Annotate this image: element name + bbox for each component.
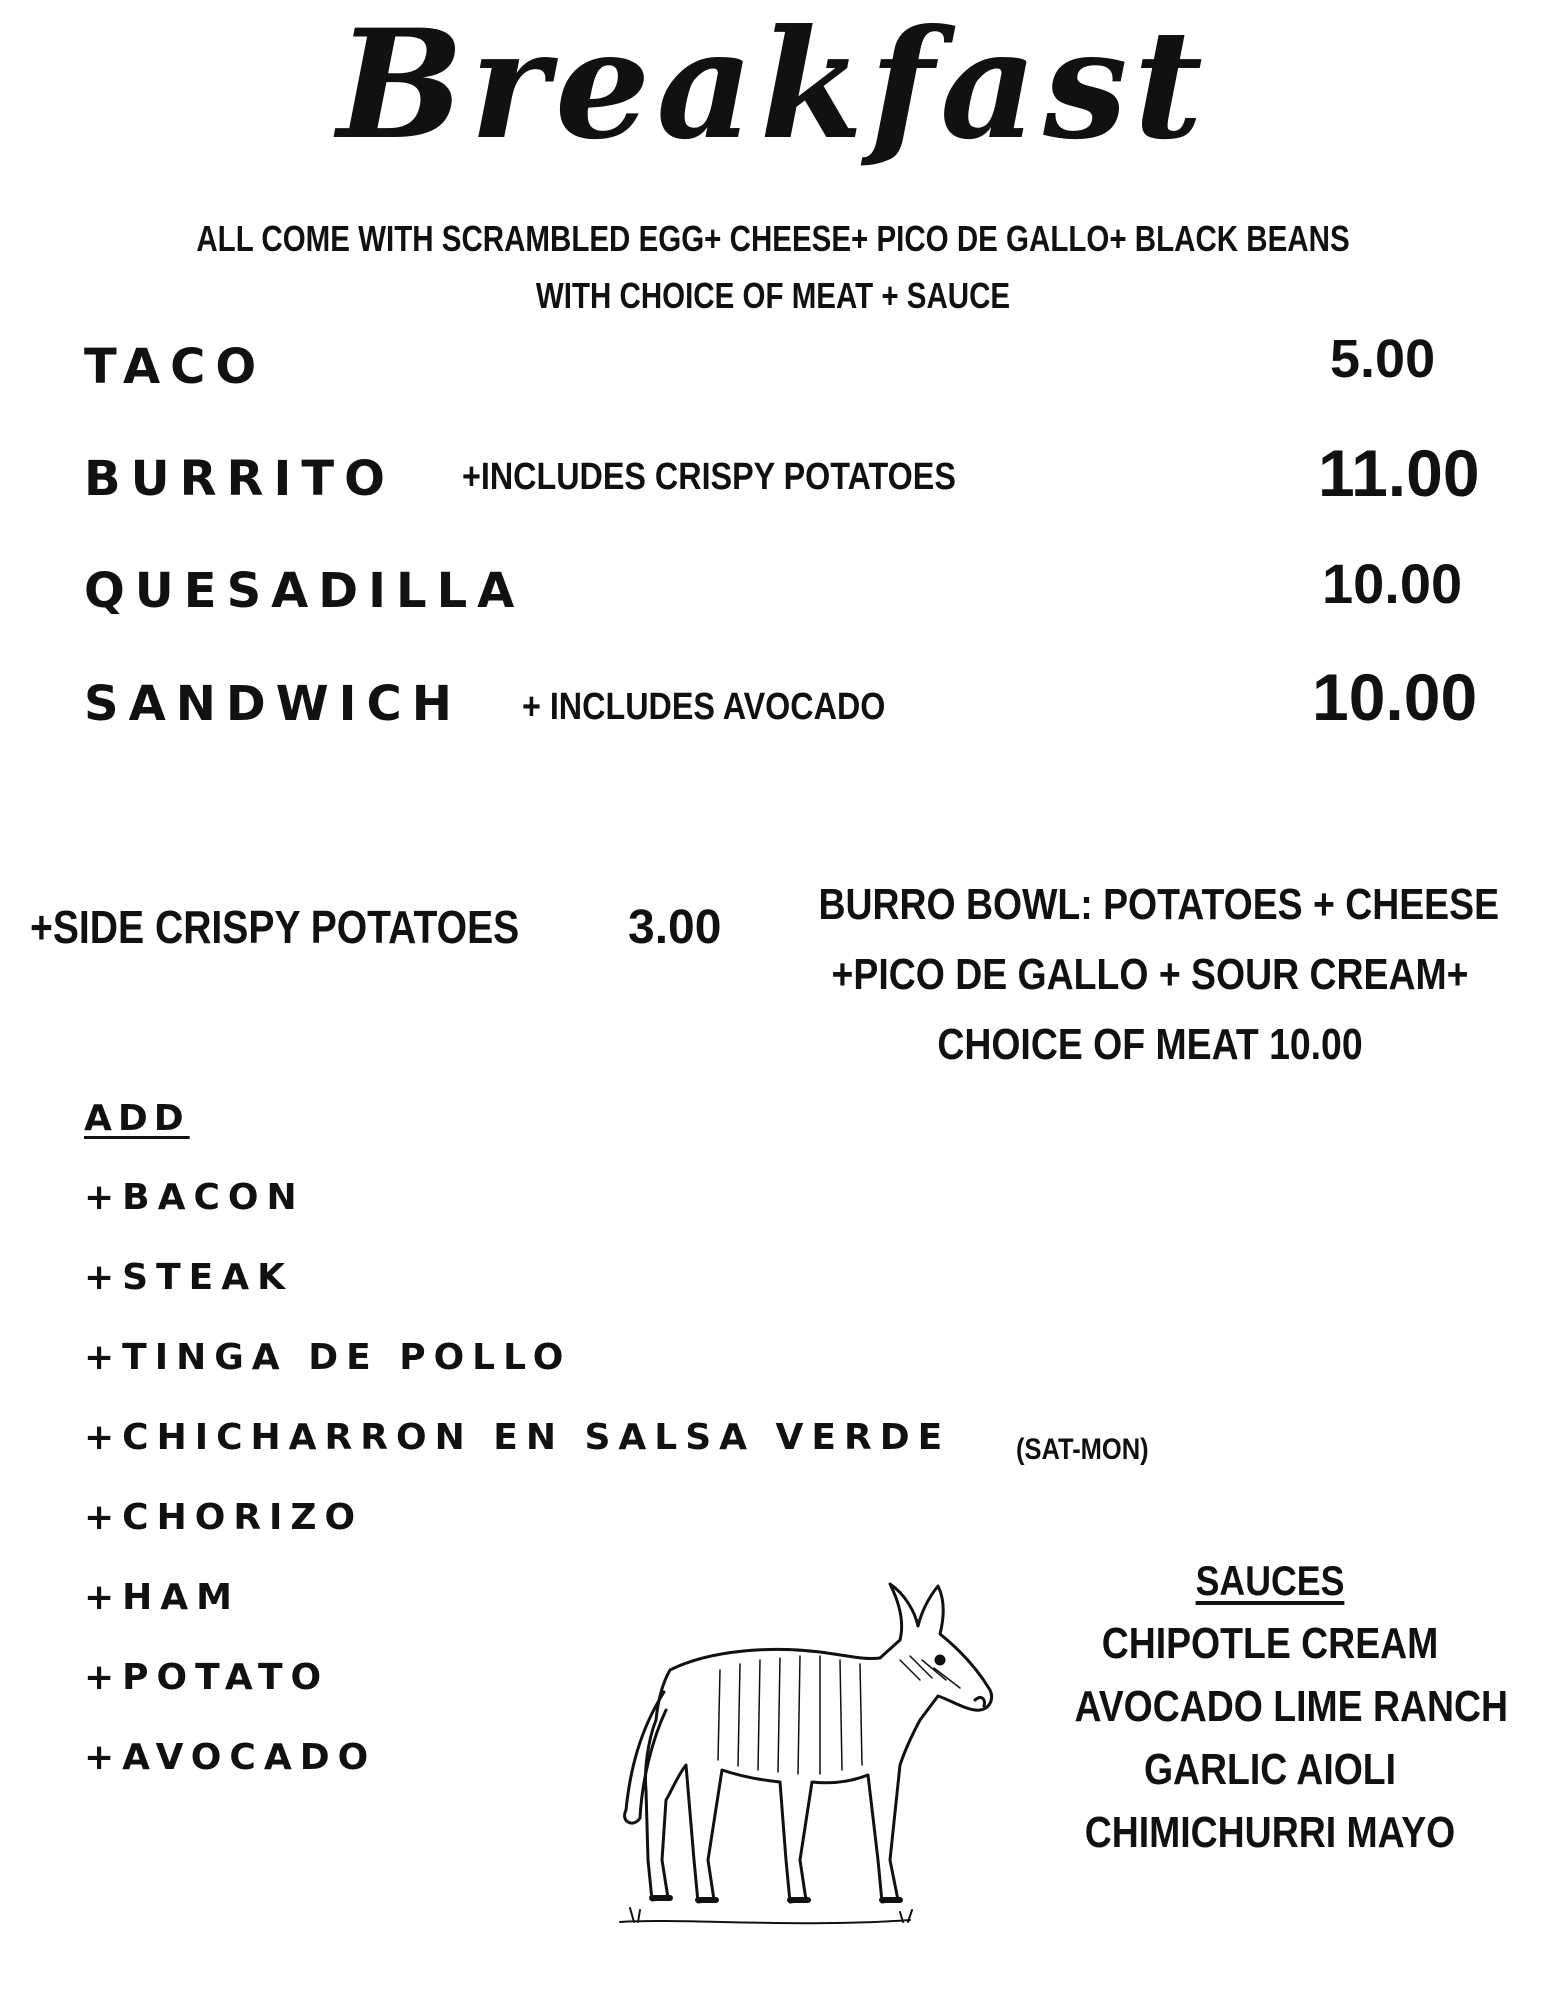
sauce-avocado-lime-ranch: AVOCADO LIME RANCH bbox=[1074, 1682, 1509, 1731]
sauces-header: SAUCES bbox=[1195, 1557, 1345, 1604]
donkey-icon bbox=[600, 1560, 1020, 1960]
burro-bowl bbox=[760, 870, 1540, 1080]
burro-bowl-line-2: +PICO DE GALLO + SOUR CREAM+ bbox=[831, 950, 1469, 999]
sauces-section bbox=[1040, 1550, 1509, 1864]
item-note-burrito: +INCLUDES CRISPY POTATOES bbox=[462, 456, 956, 498]
subtitle-line-1: ALL COME WITH SCRAMBLED EGG+ CHEESE+ PICO DE GALLO+ BLACK BEANS bbox=[196, 218, 1350, 259]
add-item-chicharron: +CHICHARRON EN SALSA VERDE bbox=[84, 1417, 951, 1458]
chicharron-availability-note: (SAT-MON) bbox=[1016, 1433, 1149, 1466]
side-crispy-potatoes-price: 3.00 bbox=[628, 901, 722, 954]
item-price-taco: 5.00 bbox=[1330, 329, 1436, 389]
burro-bowl-line-3: CHOICE OF MEAT 10.00 bbox=[937, 1020, 1363, 1069]
sauce-chipotle-cream: CHIPOTLE CREAM bbox=[1101, 1619, 1439, 1668]
add-item-chorizo: +CHORIZO bbox=[84, 1497, 364, 1538]
item-note-sandwich: + INCLUDES AVOCADO bbox=[522, 686, 886, 728]
add-header: ADD bbox=[84, 1098, 190, 1139]
item-name-sandwich: SANDWICH bbox=[84, 676, 462, 732]
burro-bowl-line-1: BURRO BOWL: POTATOES + CHEESE bbox=[818, 880, 1500, 929]
item-price-sandwich: 10.00 bbox=[1312, 660, 1478, 734]
add-item-avocado: +AVOCADO bbox=[84, 1737, 377, 1778]
item-name-quesadilla: QUESADILLA bbox=[84, 563, 525, 619]
subtitle-line-2: WITH CHOICE OF MEAT + SAUCE bbox=[535, 275, 1011, 316]
side-crispy-potatoes: +SIDE CRISPY POTATOES bbox=[30, 901, 520, 953]
sauce-garlic-aioli: GARLIC AIOLI bbox=[1143, 1745, 1397, 1794]
item-name-burrito: BURRITO bbox=[84, 451, 395, 507]
page-title: Breakfast bbox=[337, 0, 1209, 173]
sauce-chimichurri-mayo: CHIMICHURRI MAYO bbox=[1084, 1808, 1456, 1857]
sauce-list bbox=[1040, 1612, 1509, 1864]
item-name-taco: TACO bbox=[84, 339, 267, 395]
add-item-potato: +POTATO bbox=[84, 1657, 330, 1698]
item-price-quesadilla: 10.00 bbox=[1322, 552, 1463, 615]
item-price-burrito: 11.00 bbox=[1318, 436, 1480, 510]
add-item-ham: +HAM bbox=[84, 1577, 240, 1618]
add-item-tinga-de-pollo: +TINGA DE POLLO bbox=[84, 1337, 572, 1378]
add-item-steak: +STEAK bbox=[84, 1257, 293, 1298]
add-item-bacon: +BACON bbox=[84, 1177, 305, 1218]
